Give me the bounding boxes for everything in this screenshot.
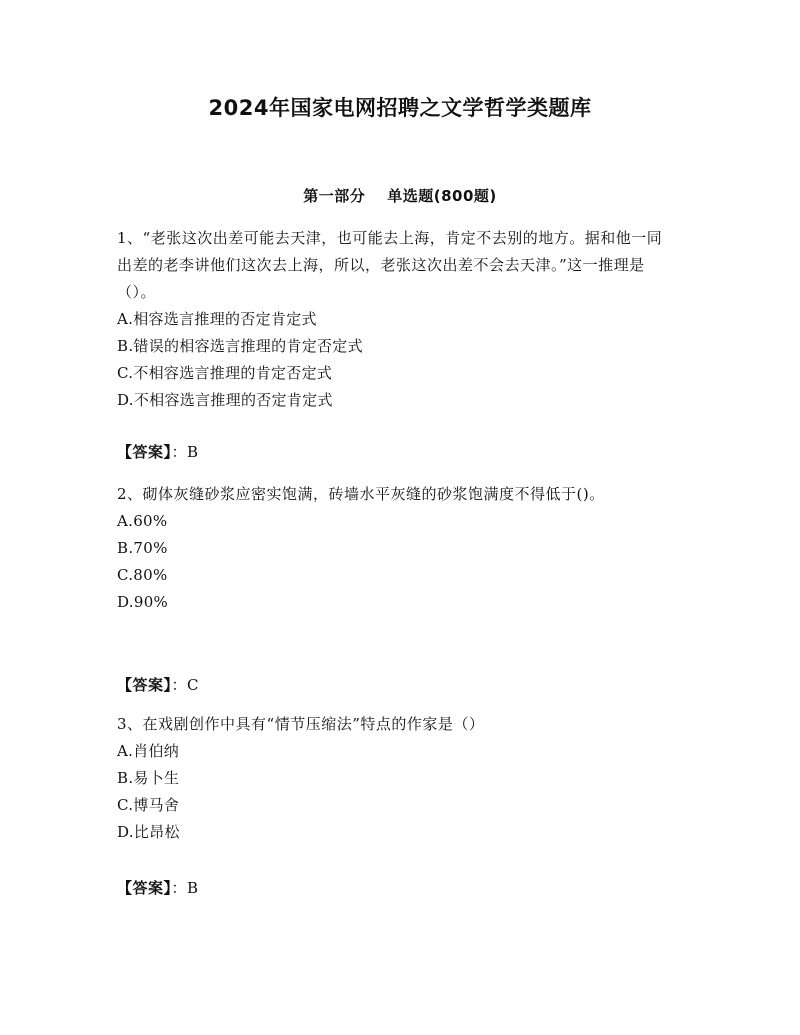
document-title: 2024年国家电网招聘之文学哲学类题库 [208,96,592,120]
answer-value: ：B [171,879,199,897]
section-name: 单选题(800题) [387,187,497,205]
option-b: B.错误的相容选言推理的肯定否定式 [117,337,363,355]
section-part: 第一部分 [303,187,366,205]
option-c: C.博马舍 [117,796,180,814]
answer-value: ：C [171,676,199,694]
option-c: C.80% [117,566,168,584]
question-3 [117,711,677,846]
answer-value: ：B [171,443,199,461]
option-c: C.不相容选言推理的肯定否定式 [117,364,333,382]
answer-3 [117,875,199,902]
question-2 [117,481,677,616]
option-a: A.相容选言推理的否定肯定式 [117,310,317,328]
option-b: B.易卜生 [117,769,180,787]
question-stem: 1、“老张这次出差可能去天津，也可能去上海，肯定不去别的地方。据和他一同出差的老李讲他们这次去上海，所以，老张这次出差不会去天津。”这一推理是（）。 [117,229,663,301]
answer-label: 【答案】 [117,676,172,694]
answer-label: 【答案】 [117,443,172,461]
option-a: A.60% [117,512,168,530]
answer-1 [117,439,199,466]
option-d: D.90% [117,593,169,611]
option-d: D.不相容选言推理的否定肯定式 [117,391,333,409]
section-heading [0,185,800,206]
option-d: D.比昂松 [117,823,180,841]
answer-2 [117,672,199,699]
answer-label: 【答案】 [117,879,172,897]
question-stem: 2、砌体灰缝砂浆应密实饱满，砖墙水平灰缝的砂浆饱满度不得低于()。 [117,485,605,503]
question-stem: 3、在戏剧创作中具有“情节压缩法”特点的作家是（） [117,715,485,733]
option-b: B.70% [117,539,168,557]
question-1 [117,225,677,414]
option-a: A.肖伯纳 [117,742,180,760]
